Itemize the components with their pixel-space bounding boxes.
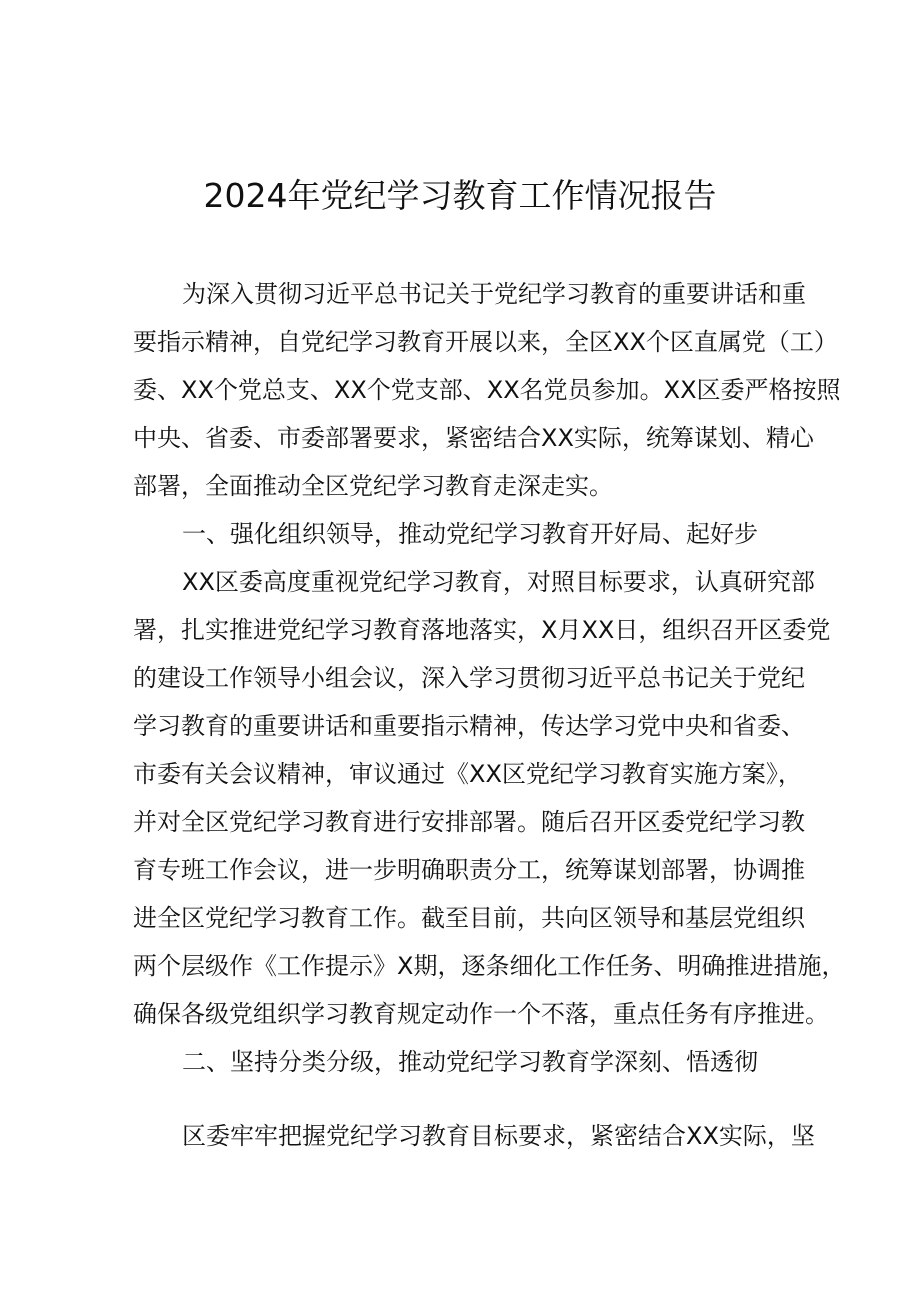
paragraph-line: 学习教育的重要讲话和重要指示精神，传达学习党中央和省委、: [133, 712, 805, 740]
section-heading: 二、坚持分类分级，推动党纪学习教育学深刻、悟透彻: [182, 1048, 758, 1076]
paragraph-line: XX区委高度重视党纪学习教育，对照目标要求，认真研究部: [182, 568, 815, 596]
paragraph-line: 为深入贯彻习近平总书记关于党纪学习教育的重要讲话和重: [182, 280, 806, 308]
document-title: 2024年党纪学习教育工作情况报告: [203, 176, 717, 215]
paragraph-line: 并对全区党纪学习教育进行安排部署。随后召开区委党纪学习教: [133, 808, 805, 836]
paragraph-line: 区委牢牢把握党纪学习教育目标要求，紧密结合XX实际，坚: [182, 1122, 815, 1150]
paragraph-line: 育专班工作会议，进一步明确职责分工，统筹谋划部署，协调推: [133, 856, 805, 884]
paragraph-line: 部署，全面推动全区党纪学习教育走深走实。: [133, 472, 613, 500]
paragraph-line: 署，扎实推进党纪学习教育落地落实，X月XX日，组织召开区委党: [133, 616, 831, 644]
paragraph-line: 的建设工作领导小组会议，深入学习贯彻习近平总书记关于党纪: [133, 664, 805, 692]
paragraph-line: 委、XX个党总支、XX个党支部、XX名党员参加。XX区委严格按照: [133, 376, 841, 404]
section-heading: 一、强化组织领导，推动党纪学习教育开好局、起好步: [182, 520, 758, 548]
paragraph-line: 两个层级作《工作提示》X期，逐条细化工作任务、明确推进措施，: [133, 952, 846, 980]
paragraph-line: 市委有关会议精神，审议通过《XX区党纪学习教育实施方案》，: [133, 760, 802, 788]
paragraph-line: 确保各级党组织学习教育规定动作一个不落，重点任务有序推进。: [133, 1000, 829, 1028]
paragraph-line: 进全区党纪学习教育工作。截至目前，共向区领导和基层党组织: [133, 904, 805, 932]
paragraph-line: 要指示精神，自党纪学习教育开展以来，全区XX个区直属党（工）: [133, 328, 838, 356]
paragraph-line: 中央、省委、市委部署要求，紧密结合XX实际，统筹谋划、精心: [133, 424, 814, 452]
